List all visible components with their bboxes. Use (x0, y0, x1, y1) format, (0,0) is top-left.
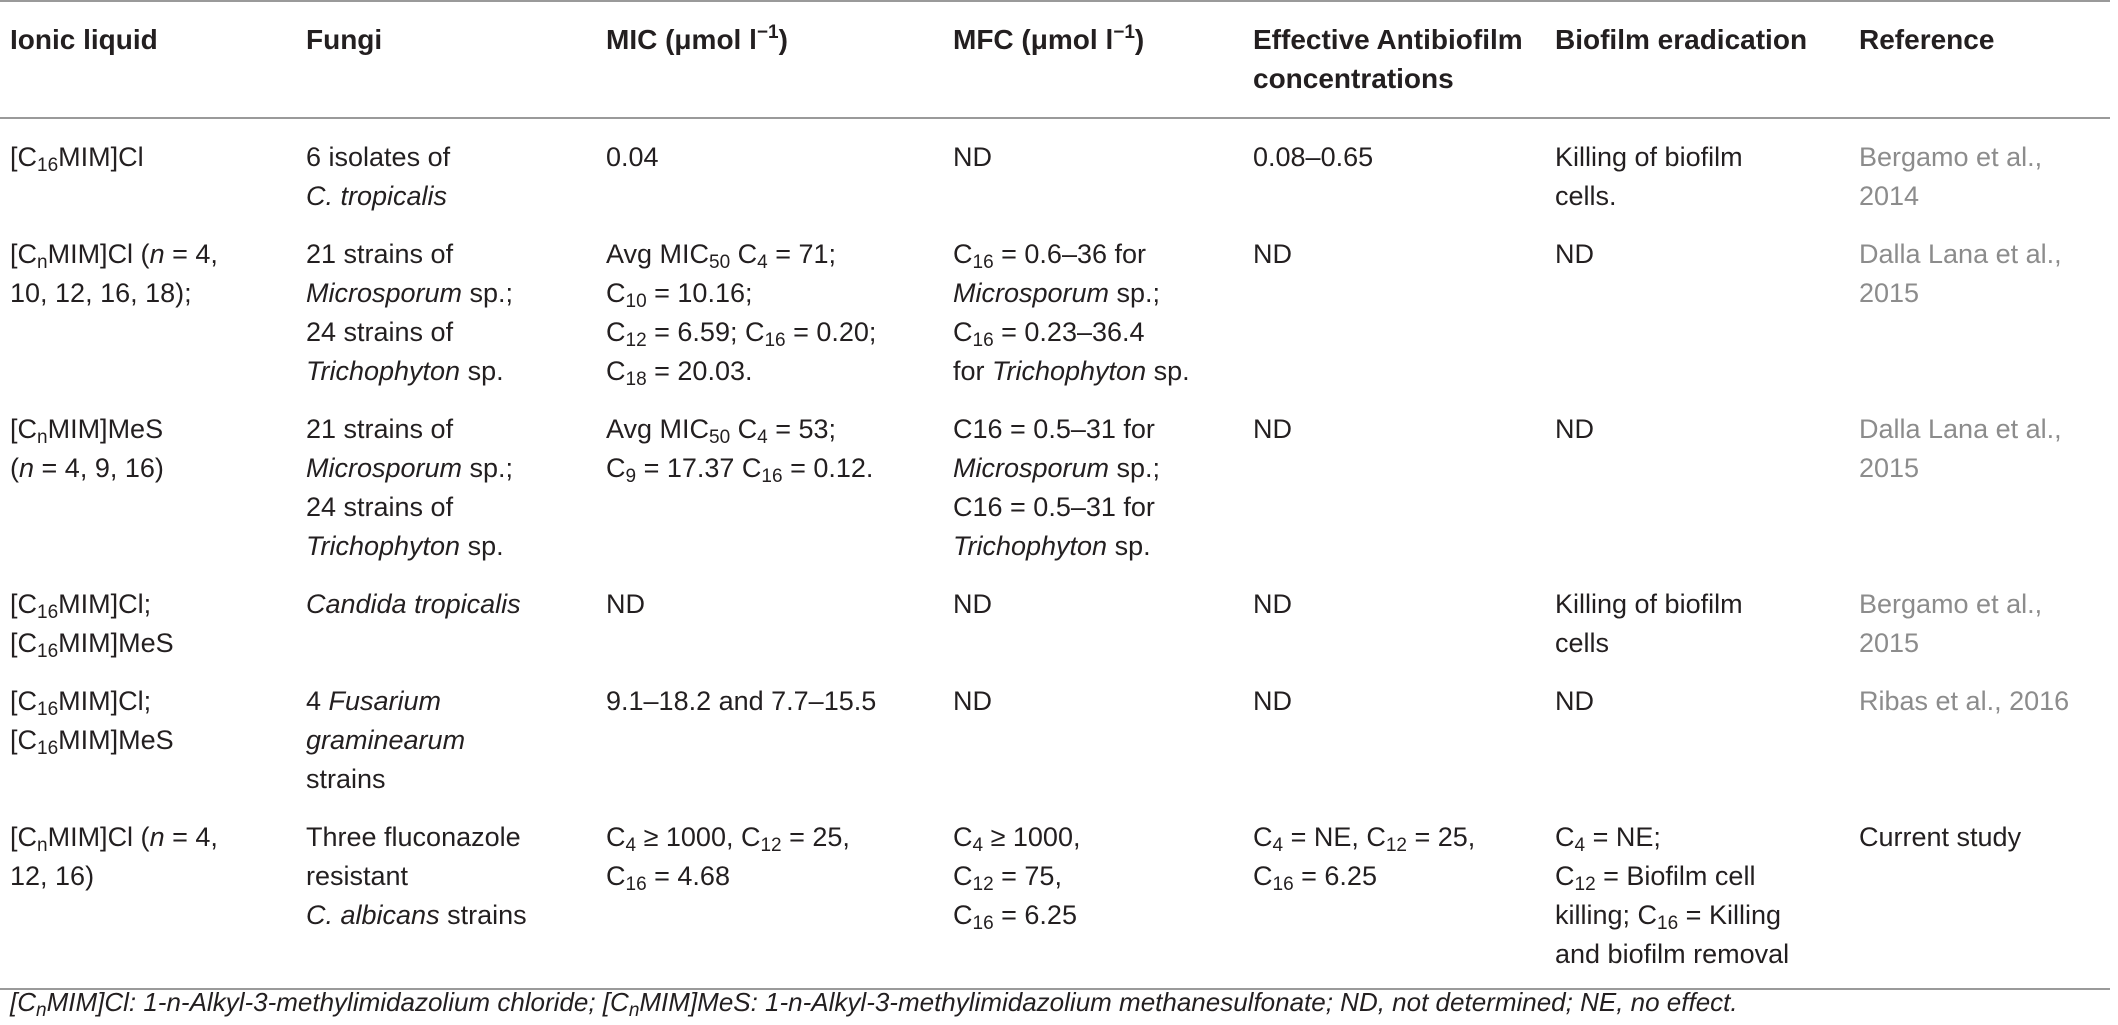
cell-ionic-liquid: $[C_nMIM]Cl$ (n = 4, 10, 12, 16, 18); (10, 239, 218, 308)
cell-mfc: $C_{16} = 0.6-36$ for Microsporum sp.; $C_{16} = 0.23-36.4$ for Trichophyton sp. (953, 239, 1190, 386)
cell-eradication: Killing of biofilm cells (1555, 589, 1743, 658)
header-reference: Reference (1859, 24, 1995, 55)
table-row (0, 566, 2110, 663)
cell-mic: Avg $MIC_{50}$ $C_4 = 71$; $C_{10} = 10.16$; $C_{12} = 6.59$; $C_{16} = 0.20$; $C_{18} = 20.03$. (606, 239, 877, 390)
cell-mic: ND (606, 589, 645, 619)
cell-mfc: ND (953, 142, 992, 172)
cell-mic: 0.04 (606, 142, 659, 172)
cell-reference-link[interactable]: Ribas et al., 2016 (1859, 686, 2070, 716)
header-ionic-liquid: Ionic liquid (10, 24, 158, 55)
table-row (0, 799, 2110, 989)
cell-mic: $C_4 \ge 1000$, $C_{12} = 25$, $C_{16} = 4.68$ (606, 822, 850, 895)
table-row (0, 391, 2110, 566)
cell-antibiofilm: ND (1253, 414, 1292, 444)
table-row (0, 118, 2110, 216)
header-effective-antibiofilm: Effective Antibiofilm concentrations (1253, 24, 1523, 94)
cell-ionic-liquid: $[C_{16}MIM]Cl$; $[C_{16}MIM]MeS$ (10, 589, 174, 662)
cell-mfc: $C_4 \ge 1000$, $C_{12} = 75$, $C_{16} = 6.25$ (953, 822, 1081, 934)
cell-ionic-liquid: $[C_nMIM]MeS$ (n = 4, 9, 16) (10, 414, 164, 483)
cell-fungi: 4 Fusarium graminearum strains (306, 686, 466, 794)
cell-eradication: ND (1555, 414, 1594, 444)
cell-reference-link[interactable]: Bergamo et al., 2014 (1859, 142, 2043, 211)
cell-mic: 9.1–18.2 and 7.7–15.5 (606, 686, 877, 716)
header-mic: MIC (μmol $l^{-1}$) (606, 22, 788, 55)
cell-mic: Avg $MIC_{50}$ $C_4 = 53$; $C_9 = 17.37$ $C_{16} = 0.12$. (606, 414, 874, 487)
cell-reference: Current study (1859, 822, 2022, 852)
cell-antibiofilm: ND (1253, 589, 1292, 619)
table-row (0, 216, 2110, 391)
cell-ionic-liquid: $[C_nMIM]Cl$ (n = 4, 12, 16) (10, 822, 218, 891)
cell-fungi: 6 isolates of C. tropicalis (306, 142, 451, 211)
cell-fungi: Three fluconazole resistant C. albicans strains (306, 822, 527, 930)
cell-reference-link[interactable]: Bergamo et al., 2015 (1859, 589, 2043, 658)
cell-antibiofilm: ND (1253, 686, 1292, 716)
cell-mfc: ND (953, 589, 992, 619)
cell-ionic-liquid: $[C_{16}MIM]Cl$ (10, 142, 144, 176)
cell-fungi: 21 strains of Microsporum sp.; 24 strains of Trichophyton sp. (306, 239, 514, 386)
cell-mfc: C16 = 0.5–31 for Microsporum sp.; C16 = 0.5–31 for Trichophyton sp. (953, 414, 1161, 561)
cell-antibiofilm: 0.08–0.65 (1253, 142, 1374, 172)
cell-ionic-liquid: $[C_{16}MIM]Cl$; $[C_{16}MIM]MeS$ (10, 686, 174, 759)
table-row (0, 663, 2110, 799)
cell-eradication: ND (1555, 239, 1594, 269)
cell-fungi: Candida tropicalis (306, 589, 521, 619)
cell-reference-link[interactable]: Dalla Lana et al., 2015 (1859, 414, 2062, 483)
cell-eradication: ND (1555, 686, 1594, 716)
cell-antibiofilm: ND (1253, 239, 1292, 269)
cell-mfc: ND (953, 686, 992, 716)
cell-reference-link[interactable]: Dalla Lana et al., 2015 (1859, 239, 2062, 308)
cell-eradication: Killing of biofilm cells. (1555, 142, 1743, 211)
table-footnote: $[C_nMIM]Cl$: 1-n-Alkyl-3-methylimidazolium chloride; $[C_nMIM]MeS$: 1-n-Alkyl-3-methylimidazolium methanesulfonate; ND, not determined; NE, no effect. (10, 987, 1738, 1021)
header-mfc: MFC (μmol $l^{-1}$) (953, 22, 1145, 55)
header-biofilm-eradication: Biofilm eradication (1555, 24, 1808, 55)
cell-antibiofilm: $C_4$ = NE, $C_{12} = 25$, $C_{16} = 6.25$ (1253, 822, 1476, 895)
cell-eradication: $C_4$ = NE; $C_{12}$ = Biofilm cell killing; $C_{16}$ = Killing and biofilm removal (1555, 822, 1790, 969)
cell-fungi: 21 strains of Microsporum sp.; 24 strains of Trichophyton sp. (306, 414, 514, 561)
header-fungi: Fungi (306, 24, 383, 55)
table-header-row (0, 1, 2110, 118)
